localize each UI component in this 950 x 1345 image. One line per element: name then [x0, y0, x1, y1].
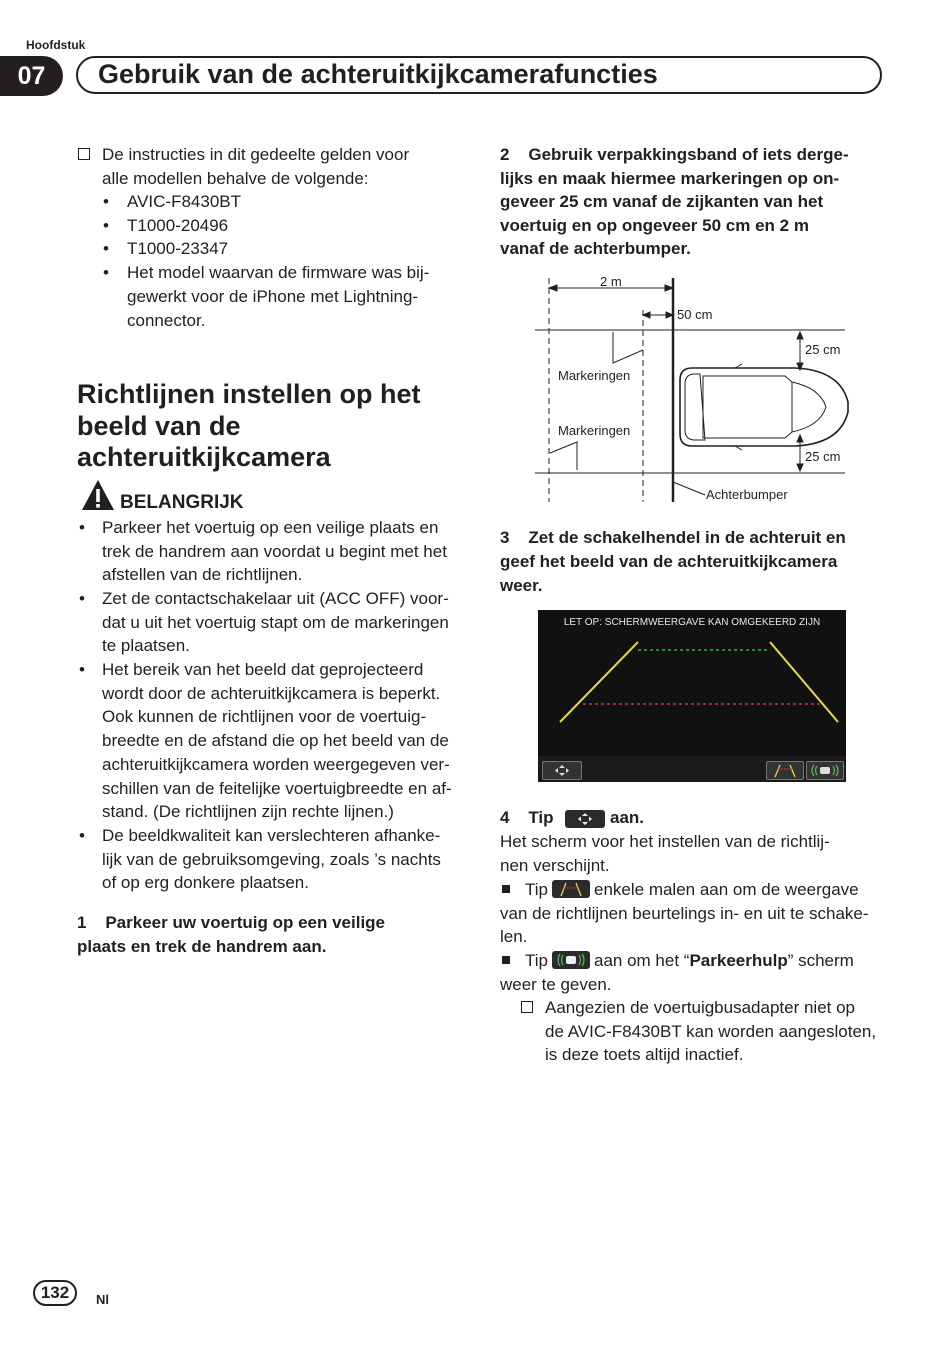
important-item-line: trek de handrem aan voordat u begint met het [102, 541, 447, 561]
important-item-line: of op erg donkere plaatsen. [102, 873, 309, 893]
important-item-line: Ook kunnen de richtlijnen voor de voertuig- [102, 707, 427, 727]
important-item-line: afstellen van de richtlijnen. [102, 565, 303, 585]
tip-1-line: len. [500, 927, 528, 946]
page-number: 132 [33, 1280, 77, 1306]
step-3: weer. [500, 576, 543, 595]
step-4-label: 4 Tip [500, 808, 554, 827]
model-item: AVIC-F8430BT [127, 192, 242, 211]
note-line: alle modellen behalve de volgende: [102, 169, 369, 188]
tip-2-text [594, 949, 854, 973]
move-button-inline [565, 810, 605, 828]
model-item: T1000-20496 [127, 216, 229, 235]
model-item-line: Het model waarvan de firmware was bij- [127, 263, 430, 282]
step-2: voertuig en op ongeveer 50 cm en 2 m [500, 216, 809, 235]
tip-2-mid: aan om het “ [594, 951, 690, 970]
guideline-icon [552, 880, 590, 898]
step-4-desc: Het scherm voor het instellen van de richtlij- [500, 832, 830, 851]
section-heading: achteruitkijkcamera [77, 442, 331, 472]
tip-2-bold: Parkeerhulp [689, 951, 788, 970]
important-label: BELANGRIJK [120, 492, 244, 513]
language-code: Nl [96, 1292, 109, 1307]
important-item-line: Zet de contactschakelaar uit (ACC OFF) voor- [102, 589, 449, 608]
important-item-line: achteruitkijkcamera worden weergegeven ver- [102, 754, 450, 774]
important-item-line: Het bereik van het beeld dat geprojecteerd [102, 660, 424, 679]
model-item-line: gewerkt voor de iPhone met Lightning- [127, 287, 419, 306]
diagram-label-markeringen: Markeringen [558, 368, 631, 383]
tip-2-pre: Tip [525, 951, 548, 970]
tip-2-post: ” scherm [787, 951, 854, 970]
diagram-label-markeringen: Markeringen [558, 423, 631, 438]
tip-1-line: van de richtlijnen beurtelings in- en uit te schake- [500, 904, 869, 923]
diagram-label-25cm-top: 25 cm [805, 342, 841, 357]
move-arrows-icon [543, 762, 581, 779]
note-2-line: is deze toets altijd inactief. [545, 1045, 744, 1064]
guide-lines [538, 610, 846, 760]
camera-warning: LET OP: SCHERMWEERGAVE KAN OMGEKEERD ZIJN [563, 617, 821, 628]
note-2-line: de AVIC-F8430BT kan worden aangesloten, [545, 1022, 877, 1041]
square-bullet-icon [502, 956, 510, 964]
camera-screen [538, 610, 846, 782]
parking-assist-button[interactable] [806, 761, 844, 780]
important-item-line: te plaatsen. [102, 636, 190, 656]
important-item-line: Parkeer het voertuig op een veilige plaats en [102, 518, 439, 537]
important-item-line: schillen van de feitelijke voertuigbreedte en af- [102, 778, 452, 798]
note-2-line: Aangezien de voertuigbusadapter niet op [545, 998, 856, 1017]
diagram-label-achterbumper: Achterbumper [706, 487, 788, 502]
important-item-line: De beeldkwaliteit kan verslechteren afhanke- [102, 826, 441, 845]
guidelines-toggle-button[interactable] [766, 761, 804, 780]
diagram-label-25cm-bottom: 25 cm [805, 449, 841, 464]
step-2: 2 Gebruik verpakkingsband of iets derge- [500, 145, 849, 164]
square-bullet-icon [502, 885, 510, 893]
step-1: 1 Parkeer uw voertuig op een veilige [77, 913, 386, 932]
guidelines-button-inline [552, 880, 590, 898]
important-item-line: wordt door de achteruitkijkcamera is beperkt. [102, 683, 441, 703]
note-checkbox-icon [78, 148, 90, 160]
bullet-icon: • [79, 518, 85, 537]
step-4-desc: nen verschijnt. [500, 856, 610, 875]
step-1: plaats en trek de handrem aan. [77, 937, 327, 956]
parking-sensor-icon [552, 951, 590, 969]
tip-2-line: weer te geven. [500, 975, 612, 994]
bullet-icon: • [103, 239, 109, 258]
step-3: geef het beeld van de achteruitkijkcamera [500, 552, 838, 571]
important-item-line: lijk van de gebruiksomgeving, zoals ’s nachts [102, 849, 441, 869]
bullet-icon: • [79, 589, 85, 608]
move-arrows-icon [565, 810, 605, 828]
bullet-icon: • [79, 660, 85, 679]
bullet-icon: • [79, 826, 85, 845]
tip-1-pre: Tip [525, 880, 548, 899]
step-2: vanaf de achterbumper. [500, 239, 691, 258]
diagram-label-50cm: 50 cm [677, 307, 713, 322]
bullet-icon: • [103, 192, 109, 211]
section-heading: beeld van de [77, 411, 241, 441]
chapter-number: 07 [0, 56, 63, 96]
marking-diagram [530, 270, 860, 506]
chapter-label: Hoofdstuk [26, 38, 86, 52]
model-item-line: connector. [127, 311, 206, 330]
bullet-icon: • [103, 216, 109, 235]
guideline-icon [767, 762, 803, 779]
tip-1-post: enkele malen aan om de weergave [594, 880, 859, 899]
chapter-title: Gebruik van de achteruitkijkcamerafuncties [98, 59, 658, 89]
important-item-line: dat u uit het voertuig stapt om de markeringen [102, 612, 449, 632]
model-item: T1000-23347 [127, 239, 229, 258]
parking-sensor-icon [807, 762, 843, 779]
step-2: lijks en maak hiermee markeringen op on- [500, 169, 840, 188]
important-item-line: breedte en de afstand die op het beeld van de [102, 731, 449, 751]
bullet-icon: • [103, 263, 109, 282]
parking-button-inline [552, 951, 590, 969]
diagram-label-2m: 2 m [600, 274, 622, 289]
step-2: geveer 25 cm vanaf de zijkanten van het [500, 192, 824, 211]
important-item-line: stand. (De richtlijnen zijn rechte lijnen.) [102, 802, 394, 822]
step-3: 3 Zet de schakelhendel in de achteruit en [500, 528, 846, 547]
step-4-end: aan. [610, 808, 645, 827]
adjust-button[interactable] [542, 761, 582, 780]
warning-icon [81, 479, 115, 511]
section-heading: Richtlijnen instellen op het [77, 379, 421, 409]
note-checkbox-icon [521, 1001, 533, 1013]
note-line: De instructies in dit gedeelte gelden voor [102, 145, 410, 164]
